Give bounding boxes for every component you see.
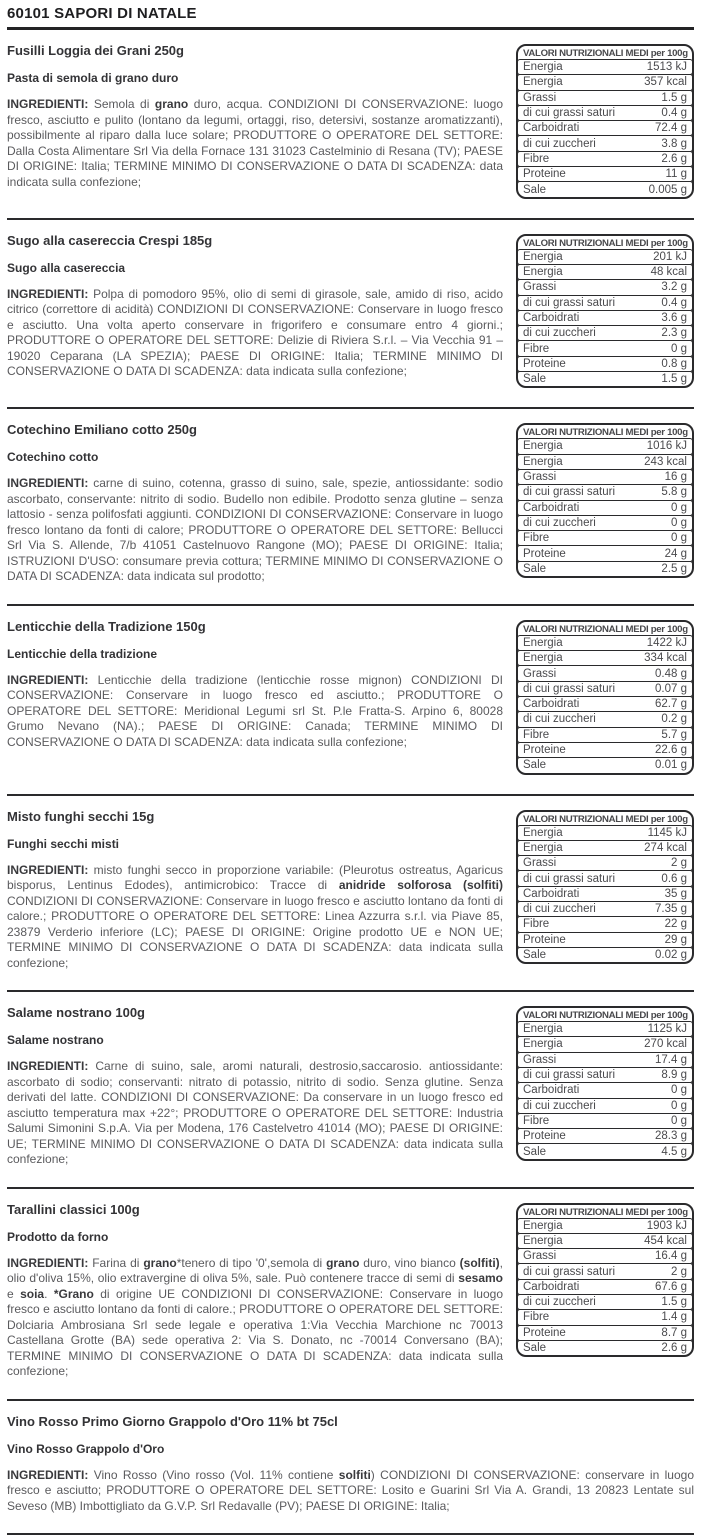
nutrition-row bbox=[517, 1021, 693, 1037]
nutrition-row-value: 1.5 g bbox=[661, 91, 687, 104]
nutrition-row-label: Proteine bbox=[523, 168, 566, 181]
ingredient-bold-text: INGREDIENTI: bbox=[7, 97, 89, 111]
ingredient-text: , olio d'oliva 15%, olio extravergine di oliva 5%, sale. Può contenere tracce di semi di bbox=[7, 1255, 504, 1286]
nutrition-row-value: 0.8 g bbox=[661, 357, 687, 370]
nutrition-row-value: 7.35 g bbox=[655, 903, 687, 916]
nutrition-row-label: Sale bbox=[523, 759, 547, 772]
nutrition-row-value: 3.8 g bbox=[661, 137, 687, 150]
ingredient-text: di origine UE CONDIZIONI DI CONSERVAZIONE: Conservare in luogo fresco e asciutto lontano da fonti di calore.; PRODUTTORE O OPERATORE DEL SETTORE: Dolciaria Ambrosiana Srl sede legale e operativa 1:Via Vecchia Marchione nc 70013 Castellana Grotte (BA) sede operativa 2: Via S. Donato, nc -70014 Conversano (BA); TERMINE MINIMO DI CONSERVAZIONE O DATA DI SCADENZA: data indicata sulla confezione; bbox=[7, 1286, 503, 1379]
nutrition-row-label: di cui zuccheri bbox=[523, 327, 596, 340]
ingredient-bold-text: INGREDIENTI: bbox=[7, 1059, 89, 1074]
nutrition-row-value: 16.4 g bbox=[655, 1250, 687, 1263]
product-title: Sugo alla casereccia Crespi 185g bbox=[7, 232, 213, 248]
nutrition-row bbox=[517, 711, 693, 727]
product-subtitle: Funghi secchi misti bbox=[7, 836, 120, 851]
product-section bbox=[7, 30, 694, 220]
page-header bbox=[7, 3, 694, 30]
nutrition-table-header: VALORI NUTRIZIONALI MEDI per 100g bbox=[523, 1010, 688, 1022]
nutrition-row bbox=[517, 166, 693, 182]
product-section bbox=[7, 992, 694, 1189]
product-info bbox=[7, 1202, 503, 1380]
product-title: Misto funghi secchi 15g bbox=[7, 808, 155, 824]
nutrition-row-value: 3.6 g bbox=[661, 312, 687, 324]
nutrition-table bbox=[516, 1203, 694, 1358]
product-ingredients bbox=[7, 1256, 503, 1380]
nutrition-row-label: Energia bbox=[523, 1023, 563, 1036]
ingredient-bold-text: soia bbox=[20, 1286, 45, 1301]
nutrition-table-header: VALORI NUTRIZIONALI MEDI per 100g bbox=[523, 813, 688, 825]
nutrition-row bbox=[517, 1248, 693, 1264]
nutrition-row-value: 1.5 g bbox=[661, 1296, 687, 1309]
nutrition-row-label: Sale bbox=[523, 949, 547, 962]
nutrition-row-value: 16 g bbox=[664, 471, 687, 484]
product-title: Vino Rosso Primo Giorno Grappolo d'Oro 11% bt 75cl bbox=[7, 1413, 338, 1429]
product-subtitle: Cotechino cotto bbox=[7, 450, 99, 465]
nutrition-row-value: 5.7 g bbox=[661, 728, 687, 741]
ingredient-text bbox=[451, 878, 463, 892]
nutrition-row bbox=[517, 1067, 693, 1083]
nutrition-row bbox=[517, 264, 693, 280]
nutrition-row-value: 0.005 g bbox=[648, 183, 687, 196]
product-title: Tarallini classici 100g bbox=[7, 1201, 140, 1217]
nutrition-row bbox=[517, 90, 693, 106]
nutrition-row-label: Grassi bbox=[523, 667, 557, 680]
nutrition-row-value: 0 g bbox=[671, 1114, 687, 1127]
nutrition-row-label: Fibre bbox=[523, 1311, 550, 1324]
nutrition-row bbox=[517, 181, 693, 197]
nutrition-row bbox=[517, 855, 693, 871]
nutrition-row bbox=[517, 650, 693, 666]
nutrition-row-label: Carboidrati bbox=[523, 887, 580, 900]
page-title: 60101 SAPORI DI NATALE bbox=[7, 5, 197, 22]
nutrition-row-label: Carboidrati bbox=[523, 122, 580, 135]
nutrition-row bbox=[517, 901, 693, 917]
ingredient-text: carne di suino, cotenna, grasso di suino, sale, spezie, antiossidante: sodio ascorbato, conservante: nitrito di sodio. Budello non edibile. Prodotto senza glutine – senza lattosio - senza polifosfati aggiunti. CONDIZIONI DI CONSERVAZIONE: Conservare in luogo fresco lontano da fonti di calore; PRODUTTORE O OPERATORE DEL SETTORE: Bellucci Srl Via S. Allende, 7/b 41051 Castelnuovo Rangone (MO); PAESE DI ORIGINE: Italia; ISTRUZIONI D'USO: consumare previa cottura; TERMINE MINIMO DI CONSERVAZIONE O DATA DI SCADENZA: data indicata sul prodotto; bbox=[7, 476, 503, 584]
nutrition-row-label: Energia bbox=[523, 76, 563, 89]
nutrition-row-label: di cui grassi saturi bbox=[523, 682, 616, 695]
ingredient-text: *tenero di tipo '0',semola di bbox=[176, 1255, 327, 1270]
nutrition-row bbox=[517, 696, 693, 712]
nutrition-row-value: 2 g bbox=[671, 857, 687, 870]
product-subtitle: Vino Rosso Grappolo d'Oro bbox=[7, 1441, 165, 1456]
nutrition-table-header: VALORI NUTRIZIONALI MEDI per 100g bbox=[523, 237, 688, 249]
nutrition-row-value: 1513 kJ bbox=[646, 61, 687, 74]
nutrition-row bbox=[517, 105, 693, 121]
nutrition-row-value: 0 g bbox=[671, 1084, 687, 1097]
nutrition-table-header: VALORI NUTRIZIONALI MEDI per 100g bbox=[523, 623, 688, 635]
nutrition-row-label: Fibre bbox=[523, 728, 550, 741]
nutrition-row bbox=[517, 932, 693, 948]
nutrition-row bbox=[517, 438, 693, 454]
ingredient-bold-text: grano bbox=[154, 97, 189, 111]
nutrition-row-value: 0 g bbox=[671, 342, 687, 355]
nutrition-row-label: Energia bbox=[523, 841, 563, 854]
nutrition-table bbox=[516, 1006, 694, 1161]
nutrition-row bbox=[517, 727, 693, 743]
nutrition-row-value: 0 g bbox=[671, 501, 687, 514]
nutrition-row-value: 1016 kJ bbox=[646, 440, 687, 453]
nutrition-row-label: Energia bbox=[523, 1219, 563, 1232]
product-title: Cotechino Emiliano cotto 250g bbox=[7, 422, 197, 438]
nutrition-row bbox=[517, 515, 693, 531]
nutrition-row-label: di cui grassi saturi bbox=[523, 107, 616, 120]
ingredient-text: Lenticchie della tradizione (lenticchie rosse mignon) CONDIZIONI DI CONSERVAZIONE: Conservare in luogo fresco ed asciutto.; PRODUTTORE O OPERATORE DEL SETTORE: Meridional Legumi srl St. P.le Fratta-S. Arpino 6, 80028 Grumo Nevano (NA).; PAESE DI ORIGINE: Canada; TERMINE MINIMO DI CONSERVAZIONE O DATA DI SCADENZA: data indicata sulla confezione; bbox=[7, 672, 503, 749]
nutrition-row bbox=[517, 840, 693, 856]
nutrition-row-value: 22.6 g bbox=[655, 744, 687, 757]
ingredient-bold-text: (solfiti) bbox=[459, 1255, 500, 1270]
product-title: Salame nostrano 100g bbox=[7, 1005, 145, 1021]
nutrition-table bbox=[516, 234, 694, 389]
product-subtitle: Sugo alla casereccia bbox=[7, 260, 126, 275]
nutrition-row-label: Grassi bbox=[523, 91, 557, 104]
nutrition-row bbox=[517, 1263, 693, 1279]
ingredient-bold-text: sesamo bbox=[458, 1271, 503, 1286]
nutrition-row-value: 17.4 g bbox=[655, 1053, 687, 1066]
nutrition-row-label: Energia bbox=[523, 440, 563, 453]
nutrition-row bbox=[517, 340, 693, 356]
product-section bbox=[7, 220, 694, 410]
nutrition-row-value: 2.6 g bbox=[661, 1342, 687, 1355]
ingredient-text: Carne di suino, sale, aromi naturali, destrosio,saccarosio. antiossidante: ascorbato di sodio; conservanti: nitrato di potassio, nitrito di sodio. Senza glutine. Senza derivati del latte. CONDIZIONI DI CONSERVAZIONE: Da conservare in un luogo fresco ed asciutto temperatura max +22°; PRODUTTORE O OPERATORE DEL SETTORE: Industria Salumi Simonini S.p.A. Via per Modena, 176 Castelvetro 41014 (MO); PAESE DI ORIGINE: UE; TERMINE MINIMO DI CONSERVAZIONE O DATA DI SCADENZA: data indicata sulla confezione; bbox=[7, 1059, 503, 1167]
product-list bbox=[7, 30, 694, 1535]
nutrition-row-label: Sale bbox=[523, 183, 547, 196]
nutrition-row-label: di cui grassi saturi bbox=[523, 1069, 616, 1082]
nutrition-table bbox=[516, 810, 694, 965]
nutrition-row-label: Fibre bbox=[523, 918, 550, 931]
nutrition-row-value: 4.5 g bbox=[661, 1145, 687, 1158]
product-section bbox=[7, 606, 694, 796]
nutrition-row bbox=[517, 484, 693, 500]
ingredient-bold-text: anidride solforosa bbox=[338, 878, 452, 893]
nutrition-row-label: Energia bbox=[523, 250, 563, 263]
nutrition-row-label: Energia bbox=[523, 652, 563, 665]
nutrition-row-value: 0.48 g bbox=[655, 667, 687, 680]
nutrition-row-value: 0 g bbox=[671, 532, 687, 545]
nutrition-row bbox=[517, 74, 693, 90]
nutrition-table bbox=[516, 620, 694, 775]
nutrition-table bbox=[516, 423, 694, 578]
nutrition-row-value: 334 kcal bbox=[644, 652, 687, 665]
nutrition-row-label: Proteine bbox=[523, 744, 566, 757]
ingredient-text: e bbox=[7, 1286, 21, 1301]
nutrition-row bbox=[517, 757, 693, 773]
ingredient-bold-text: solfiti bbox=[338, 1467, 371, 1482]
ingredient-text: Vino Rosso (Vino rosso (Vol. 11% contiene bbox=[88, 1467, 339, 1482]
nutrition-row bbox=[517, 1036, 693, 1052]
nutrition-table-header: VALORI NUTRIZIONALI MEDI per 100g bbox=[523, 48, 688, 59]
nutrition-row-label: Proteine bbox=[523, 933, 566, 946]
ingredient-bold-text: grano bbox=[326, 1255, 360, 1270]
nutrition-row-value: 0.07 g bbox=[655, 682, 687, 695]
nutrition-row-value: 454 kcal bbox=[644, 1234, 687, 1247]
nutrition-row-value: 29 g bbox=[664, 933, 687, 946]
nutrition-row bbox=[517, 825, 693, 841]
nutrition-row-value: 72.4 g bbox=[655, 122, 687, 135]
product-subtitle: Pasta di semola di grano duro bbox=[7, 71, 179, 85]
nutrition-row-label: Grassi bbox=[523, 471, 557, 484]
nutrition-row bbox=[517, 545, 693, 561]
ingredient-bold-text: INGREDIENTI: bbox=[7, 1467, 89, 1482]
product-ingredients bbox=[7, 97, 503, 190]
nutrition-row-label: di cui grassi saturi bbox=[523, 296, 616, 309]
nutrition-row-label: Grassi bbox=[523, 281, 557, 294]
ingredient-bold-text: INGREDIENTI: bbox=[7, 862, 89, 877]
nutrition-row-value: 0.01 g bbox=[655, 759, 687, 772]
nutrition-row-value: 48 kcal bbox=[650, 266, 687, 279]
product-section bbox=[7, 1189, 694, 1401]
nutrition-row-label: Grassi bbox=[523, 1250, 557, 1263]
nutrition-row-label: Fibre bbox=[523, 152, 550, 165]
nutrition-row-label: Energia bbox=[523, 61, 563, 74]
nutrition-row-label: Fibre bbox=[523, 532, 550, 545]
nutrition-row-label: Grassi bbox=[523, 1053, 557, 1066]
product-info bbox=[7, 809, 503, 972]
nutrition-row bbox=[517, 279, 693, 295]
nutrition-row bbox=[517, 1294, 693, 1310]
nutrition-row bbox=[517, 870, 693, 886]
nutrition-row bbox=[517, 135, 693, 151]
product-subtitle: Lenticchie della tradizione bbox=[7, 646, 158, 661]
nutrition-row-label: Fibre bbox=[523, 1114, 550, 1127]
nutrition-row-label: Fibre bbox=[523, 342, 550, 355]
nutrition-row-label: di cui grassi saturi bbox=[523, 1265, 616, 1278]
nutrition-row-label: di cui grassi saturi bbox=[523, 872, 616, 885]
ingredient-text: misto funghi secco in proporzione variabile: (Pleurotus ostreatus, Agaricus bisporus, Lentinus Edodes), antimicrobico: Tracce di bbox=[7, 862, 503, 893]
nutrition-row bbox=[517, 916, 693, 932]
nutrition-row bbox=[517, 1052, 693, 1068]
nutrition-row bbox=[517, 561, 693, 577]
nutrition-row-label: di cui zuccheri bbox=[523, 713, 596, 726]
nutrition-row-label: Proteine bbox=[523, 357, 566, 370]
nutrition-row bbox=[517, 454, 693, 470]
nutrition-table bbox=[516, 44, 694, 199]
nutrition-row-label: Energia bbox=[523, 266, 563, 279]
nutrition-row-label: Carboidrati bbox=[523, 1084, 580, 1097]
nutrition-row-label: Carboidrati bbox=[523, 312, 580, 324]
nutrition-row-value: 2 g bbox=[671, 1265, 687, 1278]
nutrition-row bbox=[517, 947, 693, 963]
nutrition-row-value: 1145 kJ bbox=[647, 826, 687, 839]
product-subtitle: Prodotto da forno bbox=[7, 1229, 109, 1244]
nutrition-row-value: 35 g bbox=[664, 887, 687, 900]
nutrition-row bbox=[517, 151, 693, 167]
product-ingredients bbox=[7, 287, 503, 380]
nutrition-row-value: 1422 kJ bbox=[646, 636, 687, 649]
nutrition-row-label: Carboidrati bbox=[523, 501, 580, 514]
nutrition-row bbox=[517, 500, 693, 516]
nutrition-row bbox=[517, 325, 693, 341]
nutrition-row bbox=[517, 1098, 693, 1114]
nutrition-row bbox=[517, 1279, 693, 1295]
nutrition-table-header: VALORI NUTRIZIONALI MEDI per 100g bbox=[523, 427, 688, 439]
nutrition-row-value: 243 kcal bbox=[644, 455, 687, 468]
ingredient-bold-text: *Grano bbox=[53, 1286, 94, 1301]
nutrition-row-value: 1.5 g bbox=[661, 373, 687, 386]
nutrition-row bbox=[517, 356, 693, 372]
ingredient-bold-text: INGREDIENTI: bbox=[7, 476, 89, 491]
nutrition-row-label: Sale bbox=[523, 562, 547, 575]
nutrition-row bbox=[517, 635, 693, 651]
nutrition-row bbox=[517, 1233, 693, 1249]
nutrition-row-label: Energia bbox=[523, 826, 563, 839]
nutrition-row-value: 5.8 g bbox=[661, 486, 687, 499]
nutrition-row-value: 0 g bbox=[671, 1099, 687, 1112]
nutrition-row bbox=[517, 469, 693, 485]
nutrition-row-value: 0.4 g bbox=[661, 296, 687, 309]
nutrition-row-value: 357 kcal bbox=[644, 76, 687, 89]
product-section bbox=[7, 796, 694, 993]
nutrition-row-label: Energia bbox=[523, 636, 563, 649]
nutrition-row bbox=[517, 1128, 693, 1144]
ingredient-bold-text: grano bbox=[143, 1255, 177, 1270]
nutrition-row-value: 0.2 g bbox=[661, 713, 687, 726]
ingredient-bold-text: INGREDIENTI: bbox=[7, 1255, 89, 1270]
nutrition-row bbox=[517, 1218, 693, 1234]
nutrition-row bbox=[517, 1340, 693, 1356]
nutrition-row bbox=[517, 371, 693, 387]
product-subtitle: Salame nostrano bbox=[7, 1033, 104, 1048]
ingredient-bold-text: INGREDIENTI: bbox=[7, 672, 89, 687]
nutrition-row bbox=[517, 295, 693, 311]
nutrition-row-value: 274 kcal bbox=[644, 841, 687, 854]
nutrition-row bbox=[517, 886, 693, 902]
product-ingredients bbox=[7, 1468, 694, 1515]
nutrition-row-value: 22 g bbox=[664, 918, 687, 931]
nutrition-row bbox=[517, 249, 693, 265]
product-ingredients bbox=[7, 673, 503, 751]
nutrition-row bbox=[517, 1325, 693, 1341]
nutrition-row-value: 1125 kJ bbox=[647, 1023, 687, 1036]
nutrition-row-label: di cui zuccheri bbox=[523, 1296, 596, 1309]
nutrition-row-label: di cui zuccheri bbox=[523, 137, 596, 150]
nutrition-row bbox=[517, 742, 693, 758]
nutrition-row bbox=[517, 310, 693, 326]
nutrition-row-value: 0 g bbox=[671, 516, 687, 529]
nutrition-row-label: Sale bbox=[523, 373, 547, 386]
nutrition-row-value: 3.2 g bbox=[661, 281, 687, 294]
product-info bbox=[7, 619, 503, 751]
nutrition-row-value: 201 kJ bbox=[653, 250, 687, 263]
product-info bbox=[7, 233, 503, 380]
nutrition-row-value: 8.7 g bbox=[661, 1326, 687, 1339]
ingredient-text: ) CONDIZIONI DI CONSERVAZIONE: conservare in luogo fresco e asciutto; PRODUTTORE O OPERATORE DEL SETTORE: Losito e Guarini Srl Via A. Grandi, 13 20823 Lentate sul Seveso (MB) Imbottigliato da G.V.P. Srl Redavalle (PV); PAESE DI ORIGINE: Italia; bbox=[7, 1467, 694, 1513]
nutrition-row-value: 2.3 g bbox=[661, 327, 687, 340]
nutrition-row-label: Energia bbox=[523, 455, 563, 468]
nutrition-row-label: Grassi bbox=[523, 857, 557, 870]
nutrition-row-label: di cui zuccheri bbox=[523, 1099, 596, 1112]
nutrition-row-value: 1903 kJ bbox=[646, 1219, 687, 1232]
nutrition-row bbox=[517, 1143, 693, 1159]
nutrition-row-label: Energia bbox=[523, 1234, 563, 1247]
nutrition-row-value: 67.6 g bbox=[655, 1280, 687, 1293]
nutrition-row-label: Energia bbox=[523, 1038, 563, 1051]
nutrition-row-value: 270 kcal bbox=[644, 1038, 687, 1051]
product-title: Fusilli Loggia dei Grani 250g bbox=[7, 43, 184, 58]
nutrition-row-value: 11 g bbox=[665, 168, 687, 181]
product-ingredients bbox=[7, 1059, 503, 1168]
ingredient-text: Polpa di pomodoro 95%, olio di semi di girasole, sale, amido di riso, acido citrico (correttore di acidità) CONDIZIONI DI CONSERVAZIONE: Conservare in luogo fresco e asciutto. Una volta aperto conservare in frigorifero e consumare entro 4 giorni.; PRODUTTORE O OPERATORE DEL SETTORE: Delizie di Riviera S.r.l. – Via Vecchia 91 – 19020 Ceparana (LA SPEZIA); PAESE DI ORIGINE: Italia; TERMINE MINIMO DI CONSERVAZIONE O DATA DI SCADENZA: data indicata sulla confezione; bbox=[7, 286, 503, 379]
ingredient-text: Semola di bbox=[88, 97, 155, 111]
nutrition-row bbox=[517, 59, 693, 75]
nutrition-row-value: 28.3 g bbox=[655, 1130, 687, 1143]
nutrition-row-label: Proteine bbox=[523, 1130, 566, 1143]
nutrition-row-value: 0.02 g bbox=[655, 949, 687, 962]
ingredient-text: CONDIZIONI DI CONSERVAZIONE: Conservare in luogo fresco e asciutto lontano da fonti di calore.; PRODUTTORE O OPERATORE DEL SETTORE: Linea Azzurra s.r.l. via Piave 85, 23879 Verderio inferiore (LC); PAESE DI ORIGINE: Origine prodotto UE e NON UE; TERMINE MINIMO DI CONSERVAZIONE O DATA DI SCADENZA: data indicata sulla confezione; bbox=[7, 893, 503, 970]
nutrition-row-label: Proteine bbox=[523, 547, 566, 560]
product-ingredients bbox=[7, 863, 503, 972]
product-ingredients bbox=[7, 476, 503, 585]
nutrition-row bbox=[517, 1113, 693, 1129]
nutrition-row bbox=[517, 120, 693, 136]
nutrition-row-label: Proteine bbox=[523, 1326, 566, 1339]
product-section bbox=[7, 409, 694, 606]
nutrition-row-value: 62.7 g bbox=[655, 698, 687, 711]
nutrition-row-value: 2.6 g bbox=[661, 152, 687, 165]
ingredient-bold-text: (solfiti) bbox=[462, 878, 503, 893]
nutrition-row-value: 0.6 g bbox=[661, 872, 687, 885]
nutrition-row bbox=[517, 530, 693, 546]
ingredient-text: . bbox=[44, 1286, 54, 1301]
nutrition-row bbox=[517, 681, 693, 697]
nutrition-row bbox=[517, 665, 693, 681]
nutrition-row-value: 8.9 g bbox=[661, 1069, 687, 1082]
nutrition-row-label: Sale bbox=[523, 1145, 547, 1158]
ingredient-text: Farina di bbox=[88, 1255, 144, 1270]
nutrition-row-label: Carboidrati bbox=[523, 1280, 580, 1293]
nutrition-row-value: 0.4 g bbox=[661, 107, 687, 120]
product-info bbox=[7, 1414, 694, 1515]
nutrition-row-value: 24 g bbox=[664, 547, 687, 560]
ingredient-bold-text: INGREDIENTI: bbox=[7, 286, 89, 301]
product-title: Lenticchie della Tradizione 150g bbox=[7, 618, 206, 634]
product-info bbox=[7, 43, 503, 190]
nutrition-table-header: VALORI NUTRIZIONALI MEDI per 100g bbox=[523, 1206, 688, 1218]
nutrition-row bbox=[517, 1309, 693, 1325]
nutrition-row-label: di cui zuccheri bbox=[523, 516, 596, 529]
nutrition-row-value: 1.4 g bbox=[661, 1311, 687, 1324]
ingredient-text: duro, acqua. CONDIZIONI DI CONSERVAZIONE: luogo fresco, asciutto e pulito (lontano da legumi, ortaggi, riso, detersivi, sostanze aromatizzanti), possibilmente al riparo dalla luce solare; PRODUTTORE O OPERATORE DEL SETTORE: Dalla Costa Alimentare Srl Via della Fornace 131 31023 Castelminio di Resana (TV); PAESE DI ORIGINE: Italia; TERMINE MINIMO DI CONSERVAZIONE O DATA DI SCADENZA: data indicata sulla confezione; bbox=[7, 97, 504, 189]
nutrition-row-label: di cui zuccheri bbox=[523, 903, 596, 916]
nutrition-row-label: Carboidrati bbox=[523, 698, 580, 711]
product-info bbox=[7, 422, 503, 585]
product-section bbox=[7, 1401, 694, 1535]
ingredient-text: duro, vino bianco bbox=[359, 1255, 460, 1270]
nutrition-row-label: di cui grassi saturi bbox=[523, 486, 616, 499]
product-info bbox=[7, 1005, 503, 1168]
nutrition-row-value: 2.5 g bbox=[661, 562, 687, 575]
nutrition-row-label: Sale bbox=[523, 1342, 547, 1355]
nutrition-row bbox=[517, 1082, 693, 1098]
